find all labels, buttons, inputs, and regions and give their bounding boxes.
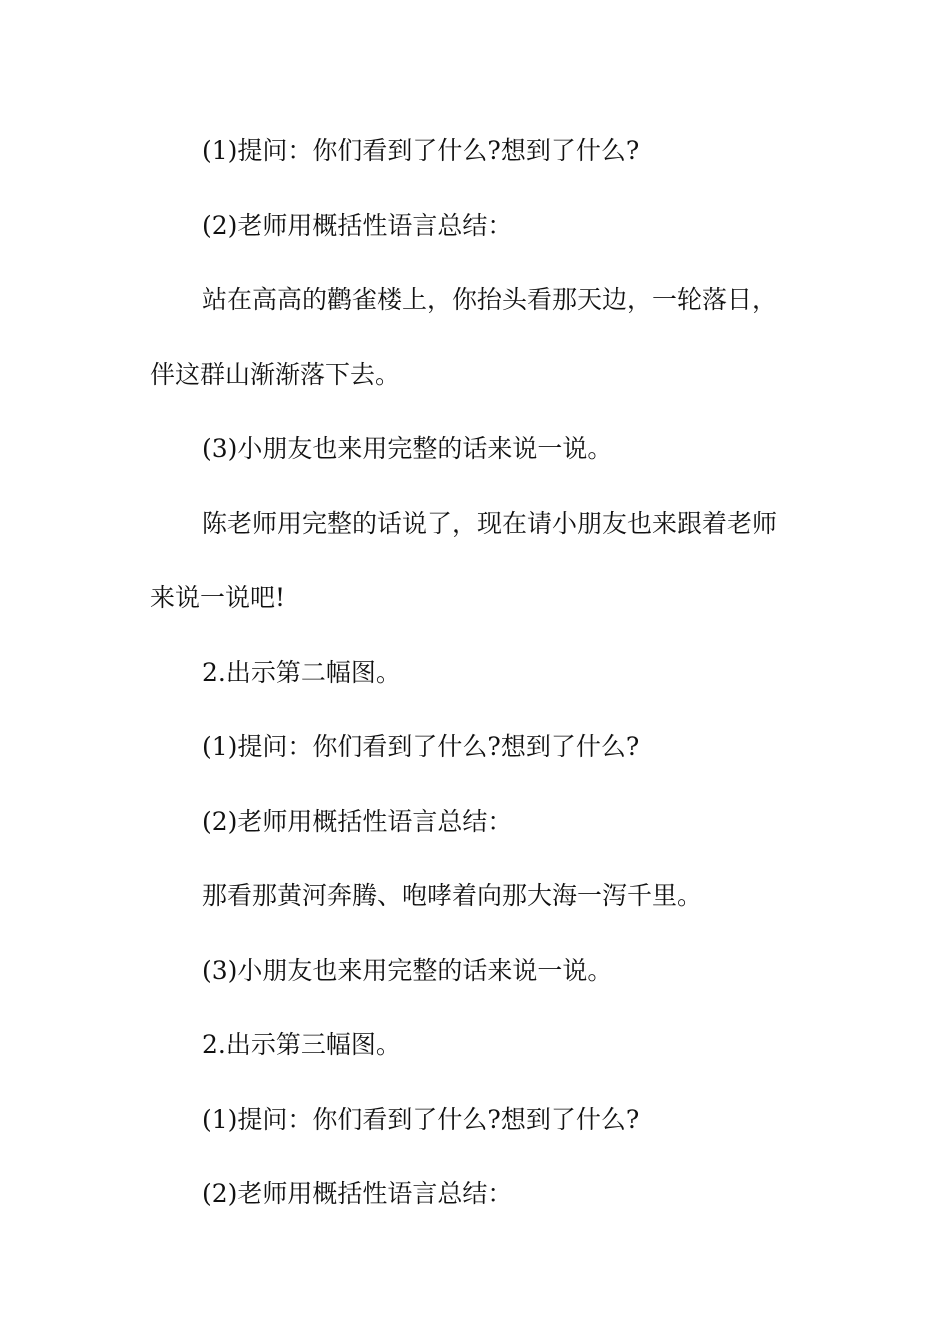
document-body [150, 114, 800, 1232]
paragraph-8: 2.出示第二幅图。 [202, 657, 401, 687]
paragraph-2: (2)老师用概括性语言总结： [202, 210, 513, 240]
paragraph-14: (1)提问：你们看到了什么?想到了什么? [202, 1104, 640, 1134]
paragraph-12: (3)小朋友也来用完整的话来说一说。 [202, 955, 613, 985]
paragraph-10: (2)老师用概括性语言总结： [202, 806, 513, 836]
paragraph-3: 站在高高的鹳雀楼上，你抬头看那天边，一轮落日， [202, 285, 778, 314]
paragraph-1: (1)提问：你们看到了什么?想到了什么? [202, 136, 640, 165]
paragraph-5: (3)小朋友也来用完整的话来说一说。 [202, 434, 613, 463]
paragraph-7: 来说一说吧! [150, 583, 286, 612]
paragraph-13: 2.出示第三幅图。 [202, 1030, 401, 1059]
paragraph-6: 陈老师用完整的话说了，现在请小朋友也来跟着老师 [202, 508, 778, 538]
paragraph-11: 那看那黄河奔腾、咆哮着向那大海一泻千里。 [202, 881, 703, 910]
paragraph-4: 伴这群山渐渐落下去。 [150, 359, 401, 389]
paragraph-9: (1)提问：你们看到了什么?想到了什么? [202, 732, 640, 761]
paragraph-15: (2)老师用概括性语言总结： [202, 1179, 513, 1208]
